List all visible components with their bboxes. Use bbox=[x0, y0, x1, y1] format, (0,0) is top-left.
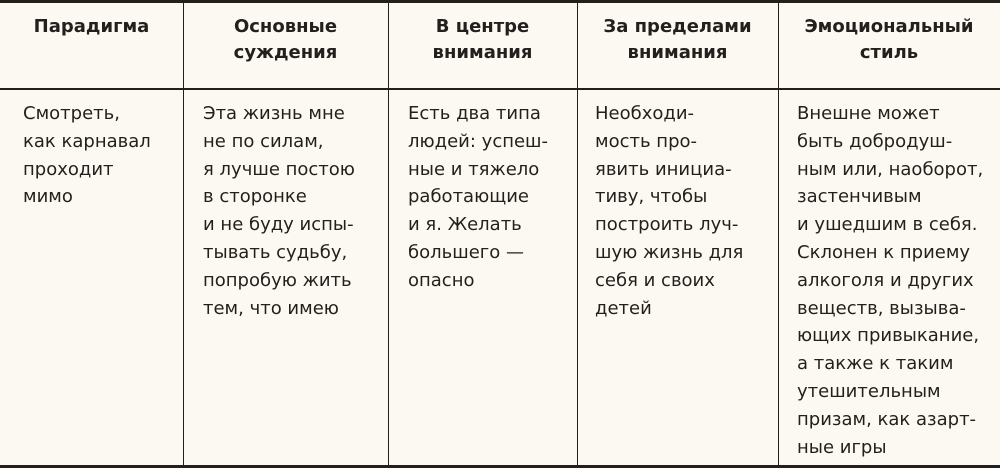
cell-focus-of-attention: Есть два типа людей: успеш- ные и тяжело работающие и я. Желать большего — опасно bbox=[408, 103, 549, 291]
cell-emotional-style: Внешне может быть добродуш- ным или, наоборот, застенчивым и ушедшим в себя. Склонен к приему алкоголя и других веществ, вызыва- ющих привыкание, а также к таким утешительным призам, как азарт- ные игры bbox=[797, 103, 984, 458]
header-core-beliefs: Основные суждения bbox=[233, 16, 338, 63]
cell-paradigm: Смотреть, как карнавал проходит мимо bbox=[23, 103, 151, 208]
cell-core-beliefs: Эта жизнь мне не по силам, я лучше постою в сторонке и не буду испы- тывать судьбу, попробую жить тем, что имею bbox=[203, 103, 355, 319]
header-emotional-style: Эмоциональный стиль bbox=[804, 16, 974, 63]
header-paradigm: Парадигма bbox=[33, 16, 150, 37]
table-top-rule bbox=[0, 0, 1000, 3]
header-outside-attention: За пределами внимания bbox=[603, 16, 752, 63]
header-focus-of-attention: В центре внимания bbox=[432, 16, 533, 63]
cell-outside-attention: Необходи- мость про- явить инициа- тиву, чтобы построить луч- шую жизнь для себя и своих детей bbox=[595, 103, 744, 319]
header-separator-rule bbox=[0, 88, 1000, 90]
